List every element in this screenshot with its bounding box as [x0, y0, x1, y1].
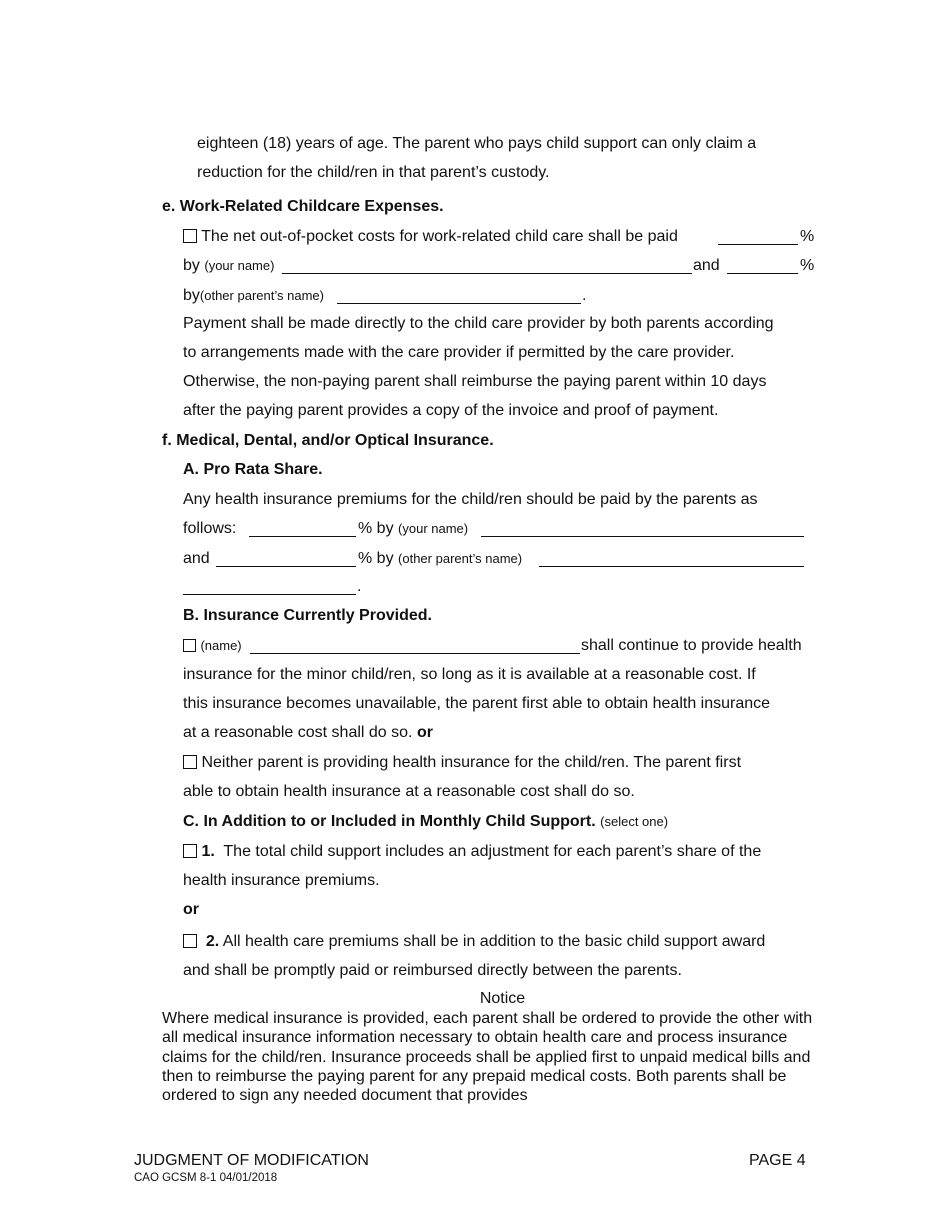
option-1-checkbox[interactable]	[183, 844, 197, 858]
childcare-line-3	[183, 286, 324, 306]
percent-sign: %	[800, 257, 815, 274]
childcare-para-line-4: after the paying parent provides a copy of the invoice and proof of payment.	[183, 402, 719, 419]
childcare-para-line-3: Otherwise, the non-paying parent shall reimburse the paying parent within 10 days	[183, 373, 767, 390]
your-name-label: (your name)	[204, 258, 275, 273]
intro-line-1: eighteen (18) years of age. The parent who pays child support can only claim a	[197, 135, 757, 152]
option-2-line-2: and shall be promptly paid or reimbursed directly between the parents.	[183, 962, 682, 979]
or-label: or	[416, 724, 433, 741]
follows-label: follows:	[183, 520, 237, 537]
by-label: by	[183, 257, 200, 274]
insurance-provided-line-2: insurance for the minor child/ren, so long as it is available at a reasonable cost. If	[183, 666, 756, 683]
notice-body: Where medical insurance is provided, each parent shall be ordered to provide the other with all medical insurance information necessary to obtain health care and process insurance claims for the child/ren. Insurance proceeds shall be applied first to unpaid medical bills and then to reimburse the paying parent for any prepaid medical costs. Both parents shall be ordered to sign any needed document that provides	[162, 1010, 813, 1105]
option-1-number: 1.	[201, 843, 215, 860]
option-2-line-1	[183, 932, 765, 952]
pro-rata-other-parent-field[interactable]	[539, 551, 804, 567]
childcare-line-1	[183, 227, 678, 247]
and-label: and	[693, 257, 720, 274]
pro-rata-percent-1-field[interactable]	[249, 521, 356, 537]
neither-parent-checkbox[interactable]	[183, 755, 197, 769]
your-name-field[interactable]	[282, 258, 692, 274]
intro-line-2: reduction for the child/ren in that parent’s custody.	[197, 164, 550, 181]
neither-parent-line-2: able to obtain health insurance at a reasonable cost shall do so.	[183, 783, 635, 800]
option-1-text: The total child support includes an adjustment for each parent’s share of the	[223, 843, 762, 860]
pro-rata-your-name	[358, 519, 468, 539]
other-parent-name-field[interactable]	[337, 288, 581, 304]
pro-rata-your-name-field[interactable]	[481, 521, 804, 537]
notice-title: Notice	[479, 990, 526, 1007]
insurance-provided-line-3: this insurance becomes unavailable, the parent first able to obtain health insurance	[183, 695, 771, 712]
pct-by-label: % by	[358, 550, 394, 567]
option-2-text: All health care premiums shall be in addition to the basic child support award	[222, 933, 766, 950]
your-name-label: (your name)	[398, 521, 469, 536]
insurance-provided-line-4	[183, 723, 433, 743]
option-2-number: 2.	[205, 933, 220, 950]
period: .	[582, 287, 587, 304]
childcare-para-line-2: to arrangements made with the care provider if permitted by the care provider.	[183, 344, 735, 361]
other-parent-label: (other parent’s name)	[398, 551, 523, 566]
select-one-label: (select one)	[600, 814, 669, 829]
childcare-para-line-1: Payment shall be made directly to the child care provider by both parents according	[183, 315, 774, 332]
section-e-heading: e. Work-Related Childcare Expenses.	[162, 198, 444, 215]
section-f-heading: f. Medical, Dental, and/or Optical Insurance.	[162, 432, 494, 449]
insurance-provided-line-4-text: at a reasonable cost shall do so.	[183, 724, 413, 741]
childcare-percent-1-field[interactable]	[718, 229, 798, 245]
or-label: or	[183, 901, 199, 918]
insurance-provided-checkbox[interactable]	[183, 639, 196, 652]
monthly-support-heading: C. In Addition to or Included in Monthly Child Support.	[183, 813, 596, 830]
pro-rata-other-parent-field-cont[interactable]	[183, 579, 356, 595]
childcare-text: The net out-of-pocket costs for work-related child care shall be paid	[201, 228, 678, 245]
pct-by-label: % by	[358, 520, 394, 537]
insurance-provided-heading: B. Insurance Currently Provided.	[183, 607, 432, 624]
option-1-line-1	[183, 842, 761, 862]
monthly-support-heading-line	[183, 812, 668, 832]
and-label: and	[183, 550, 210, 567]
page-number: PAGE 4	[749, 1152, 806, 1169]
insurance-provided-tail: shall continue to provide health	[581, 637, 802, 654]
by-label: by	[183, 287, 200, 304]
other-parent-label: (other parent’s name)	[199, 288, 324, 303]
childcare-checkbox[interactable]	[183, 229, 197, 243]
option-2-checkbox[interactable]	[183, 934, 197, 948]
pro-rata-line-1: Any health insurance premiums for the child/ren should be paid by the parents as	[183, 491, 758, 508]
pro-rata-percent-2-field[interactable]	[216, 551, 356, 567]
footer-title: JUDGMENT OF MODIFICATION	[134, 1152, 369, 1169]
pro-rata-heading: A. Pro Rata Share.	[183, 461, 323, 478]
form-code: CAO GCSM 8-1 04/01/2018	[134, 1172, 278, 1184]
insurance-provider-name-field[interactable]	[250, 638, 580, 654]
neither-parent-text: Neither parent is providing health insurance for the child/ren. The parent first	[201, 754, 742, 771]
childcare-line-2	[183, 256, 274, 276]
option-1-line-2: health insurance premiums.	[183, 872, 380, 889]
percent-sign: %	[800, 228, 815, 245]
insurance-provided-line-1	[183, 636, 242, 656]
period: .	[357, 578, 362, 595]
childcare-percent-2-field[interactable]	[727, 258, 798, 274]
name-label: (name)	[200, 638, 242, 653]
neither-parent-line-1	[183, 753, 741, 773]
pro-rata-other-parent	[358, 549, 522, 569]
